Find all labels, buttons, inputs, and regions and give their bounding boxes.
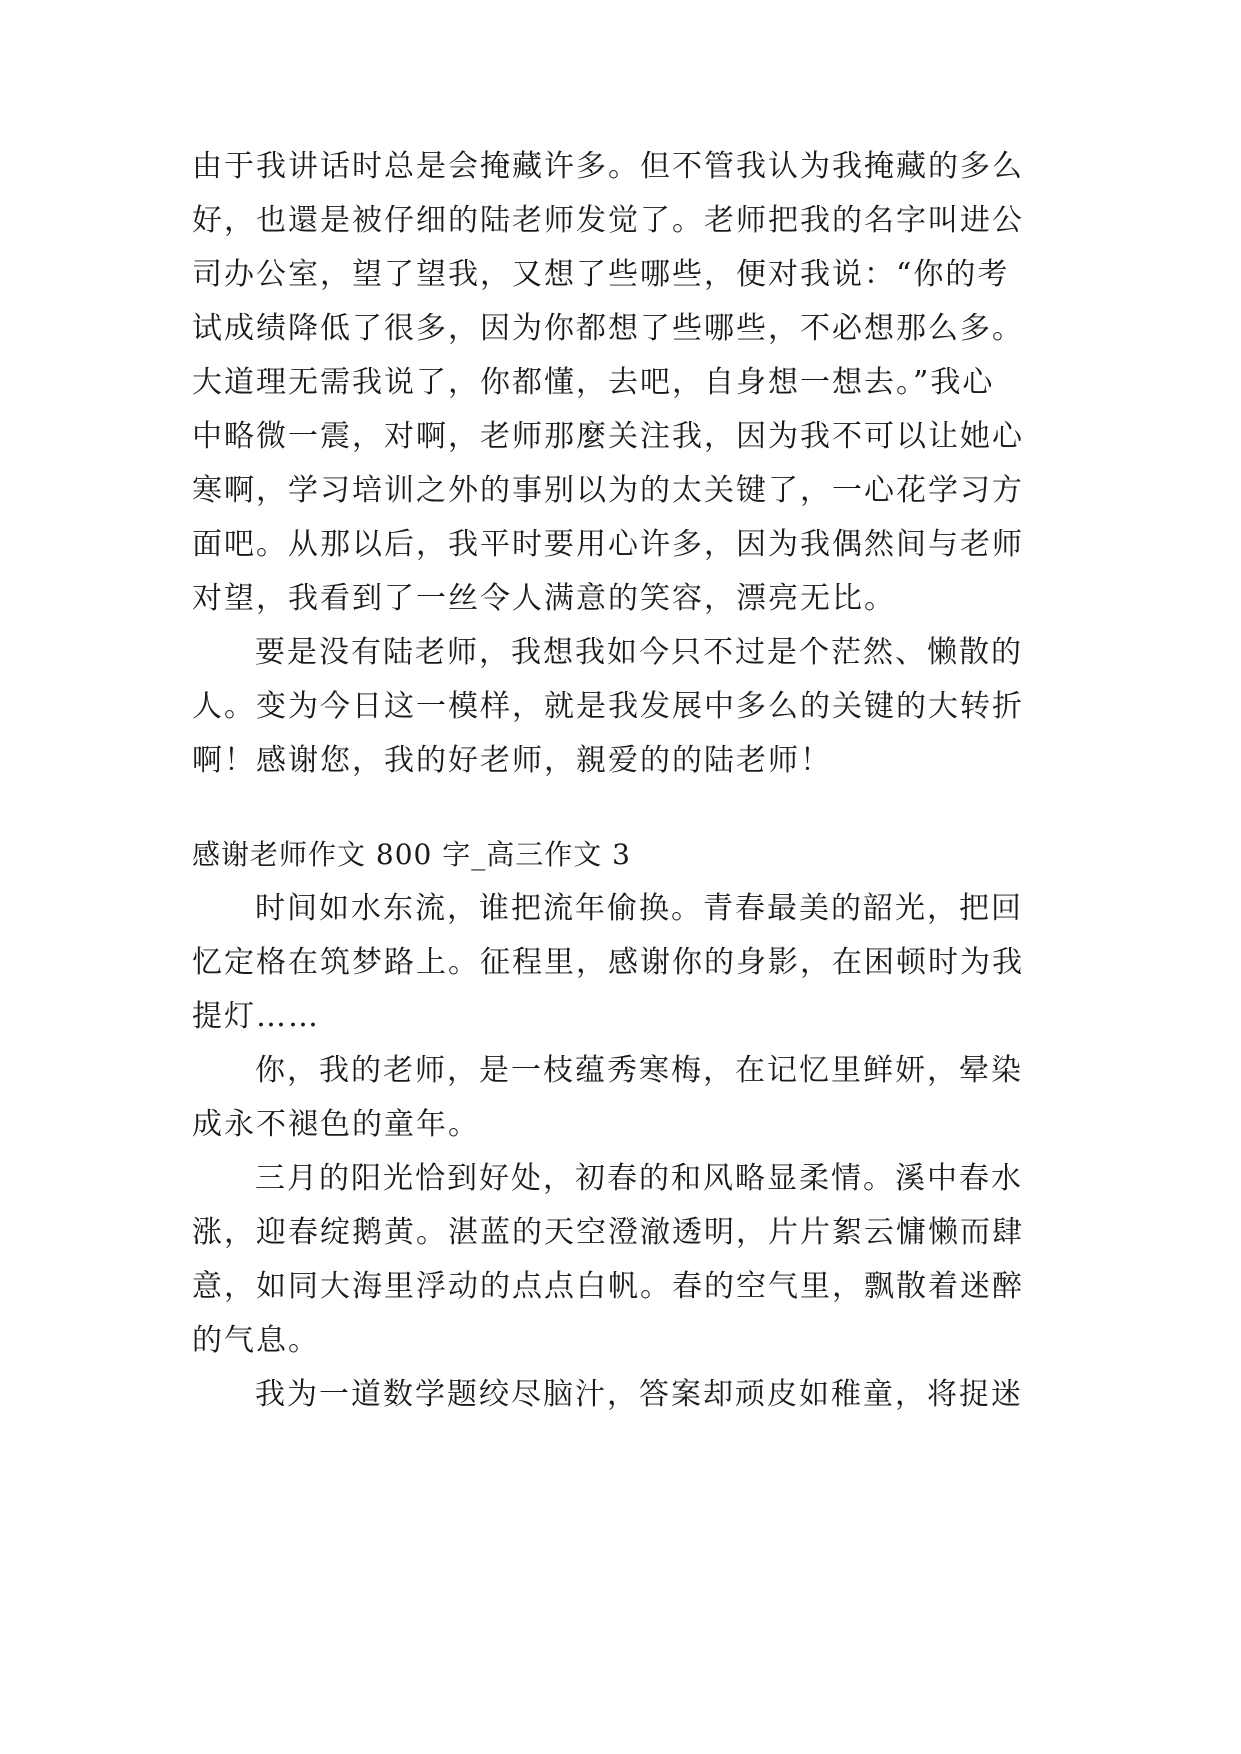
text-line: 的气息。 <box>192 1323 320 1358</box>
text-line: 涨，迎春绽鹅黄。湛蓝的天空澄澈透明，片片絮云慵懒而肆 <box>192 1215 1024 1250</box>
text-line: 我为一道数学题绞尽脑汁，答案却顽皮如稚童，将捉迷 <box>255 1377 1023 1412</box>
text-line: 面吧。从那以后，我平时要用心许多，因为我偶然间与老师 <box>192 527 1024 562</box>
text-line: 司办公室，望了望我，又想了些哪些，便对我说：“你的考 <box>192 257 1010 292</box>
text-line: 啊！感谢您，我的好老师，親爱的的陆老师！ <box>192 743 832 778</box>
text-line: 意，如同大海里浮动的点点白帆。春的空气里，飘散着迷醉 <box>192 1269 1024 1304</box>
text-line: 寒啊，学习培训之外的事别以为的太关键了，一心花学习方 <box>192 473 1024 508</box>
text-line: 你，我的老师，是一枝蕴秀寒梅，在记忆里鲜妍，晕染 <box>255 1053 1023 1088</box>
text-line: 提灯…… <box>192 999 320 1034</box>
text-line: 人。变为今日这一模样，就是我发展中多么的关键的大转折 <box>192 689 1024 724</box>
text-line: 时间如水东流，谁把流年偷换。青春最美的韶光，把回 <box>255 891 1023 926</box>
text-line: 忆定格在筑梦路上。征程里，感谢你的身影，在困顿时为我 <box>192 945 1024 980</box>
text-line: 三月的阳光恰到好处，初春的和风略显柔情。溪中春水 <box>255 1161 1023 1196</box>
text-line: 要是没有陆老师，我想我如今只不过是个茫然、懒散的 <box>255 635 1023 670</box>
text-line: 试成绩降低了很多，因为你都想了些哪些，不必想那么多。 <box>192 311 1024 346</box>
text-line: 中略微一震，对啊，老师那麼关注我，因为我不可以让她心 <box>192 419 1024 454</box>
text-line: 成永不褪色的童年。 <box>192 1107 480 1142</box>
text-line: 好，也還是被仔细的陆老师发觉了。老师把我的名字叫进公 <box>192 203 1024 238</box>
text-line: 对望，我看到了一丝令人满意的笑容，漂亮无比。 <box>192 581 896 616</box>
text-line: 大道理无需我说了，你都懂，去吧，自身想一想去。”我心 <box>192 365 995 400</box>
text-line: 由于我讲话时总是会掩藏许多。但不管我认为我掩藏的多么 <box>192 149 1024 184</box>
section-heading: 感谢老师作文 800 字_高三作文 3 <box>192 838 631 871</box>
